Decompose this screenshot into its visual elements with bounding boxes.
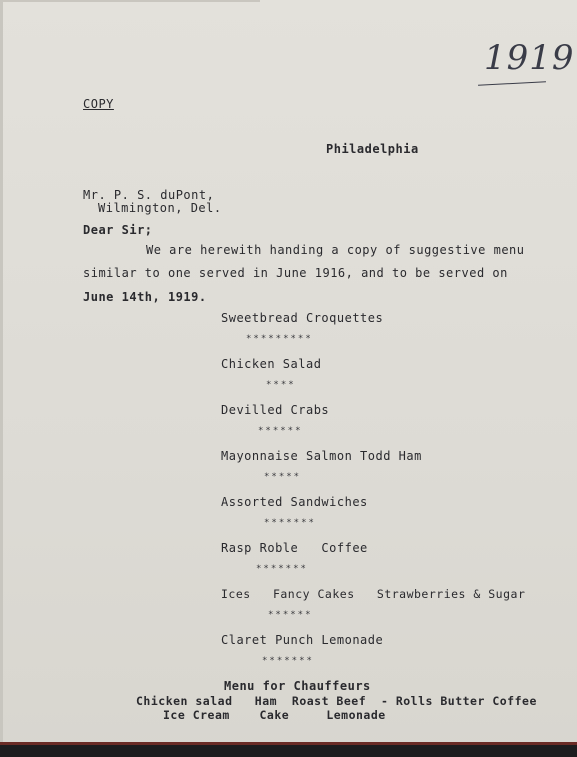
menu-separator: **** (266, 380, 296, 390)
chauffeurs-menu-line-2: Ice Cream Cake Lemonade (163, 708, 386, 722)
top-edge (0, 0, 260, 2)
menu-separator: ****** (258, 426, 303, 436)
menu-item: Rasp Roble Coffee (221, 541, 368, 555)
menu-separator: ******* (256, 564, 308, 574)
menu-separator: ***** (264, 472, 302, 482)
body-line-1: We are herewith handing a copy of suggestive menu (146, 243, 525, 257)
addressee-line-2: Wilmington, Del. (98, 201, 222, 215)
menu-separator: ****** (268, 610, 313, 620)
menu-item: Chicken Salad (221, 357, 322, 371)
place-heading: Philadelphia (326, 142, 419, 156)
menu-item: Sweetbread Croquettes (221, 311, 384, 325)
menu-item: Assorted Sandwiches (221, 495, 368, 509)
left-edge-shadow (0, 0, 3, 757)
copy-label: COPY (83, 97, 114, 111)
handwritten-year: 1919 (484, 38, 575, 78)
menu-separator: ******* (264, 518, 316, 528)
menu-separator: ******* (262, 656, 314, 666)
handwritten-underline (478, 81, 546, 86)
menu-item: Claret Punch Lemonade (221, 633, 384, 647)
menu-separator: ********* (246, 334, 313, 344)
chauffeurs-menu-title: Menu for Chauffeurs (224, 679, 371, 693)
menu-item: Mayonnaise Salmon Todd Ham (221, 449, 422, 463)
body-line-3: June 14th, 1919. (83, 290, 207, 304)
body-line-2: similar to one served in June 1916, and to be served on (83, 266, 508, 280)
addressee-line-1: Mr. P. S. duPont, (83, 188, 215, 202)
menu-item: Devilled Crabs (221, 403, 330, 417)
salutation: Dear Sir; (83, 223, 153, 237)
chauffeurs-menu-line-1: Chicken salad Ham Roast Beef - Rolls Butter Coffee (136, 694, 537, 708)
menu-item: Ices Fancy Cakes Strawberries & Sugar (221, 587, 526, 601)
scan-bottom-border (0, 745, 577, 757)
